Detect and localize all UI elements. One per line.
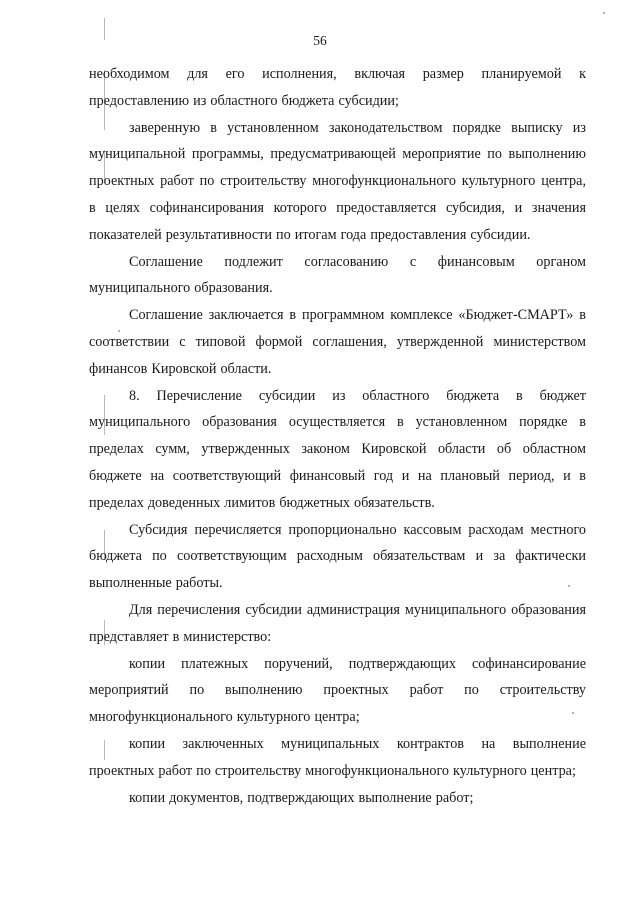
paragraph: копии заключенных муниципальных контрактов на выполнение проектных работ по строительству многофункционального культурного центра;: [89, 735, 586, 779]
paragraph: Субсидия перечисляется пропорционально кассовым расходам местного бюджета по соответствующим расходным обязательствам и за фактически выполненные работы.: [89, 521, 586, 592]
page-number: 56: [313, 33, 327, 48]
paragraph: Соглашение заключается в программном комплексе «Бюджет-СМАРТ» в соответствии с типовой формой соглашения, утвержденной министерством финансов Кировской области.: [89, 307, 586, 377]
paragraph: 8. Перечисление субсидии из областного бюджета в бюджет муниципального образования осуществляется в установленном порядке в пределах сумм, утвержденных законом Кировской области об областном бюджете на соответствующий финансовый год и на плановый период, и в пределах доведенных лимитов бюджетных обязательств.: [89, 387, 586, 511]
scan-speck: [603, 12, 605, 14]
paragraph: копии платежных поручений, подтверждающих софинансирование мероприятий по выполнению проектных работ по строительству многофункционального культурного центра;: [89, 655, 586, 726]
paragraph: заверенную в установленном законодательством порядке выписку из муниципальной программы, предусматривающей мероприятие по выполнению проектных работ по строительству многофункционального культурного центра, в целях софинансирования которого предоставляется субсидия, и значения показателей результативности по итогам года предоставления субсидии.: [89, 119, 586, 243]
paragraph: Для перечисления субсидии администрация муниципального образования представляет в министерство:: [89, 601, 586, 645]
paragraph: Соглашение подлежит согласованию с финансовым органом муниципального образования.: [89, 253, 586, 297]
paragraph: копии документов, подтверждающих выполнение работ;: [129, 789, 474, 806]
document-body: [89, 61, 586, 811]
paragraph: необходимом для его исполнения, включая размер планируемой к предоставлению из областного бюджета субсидии;: [89, 66, 586, 109]
